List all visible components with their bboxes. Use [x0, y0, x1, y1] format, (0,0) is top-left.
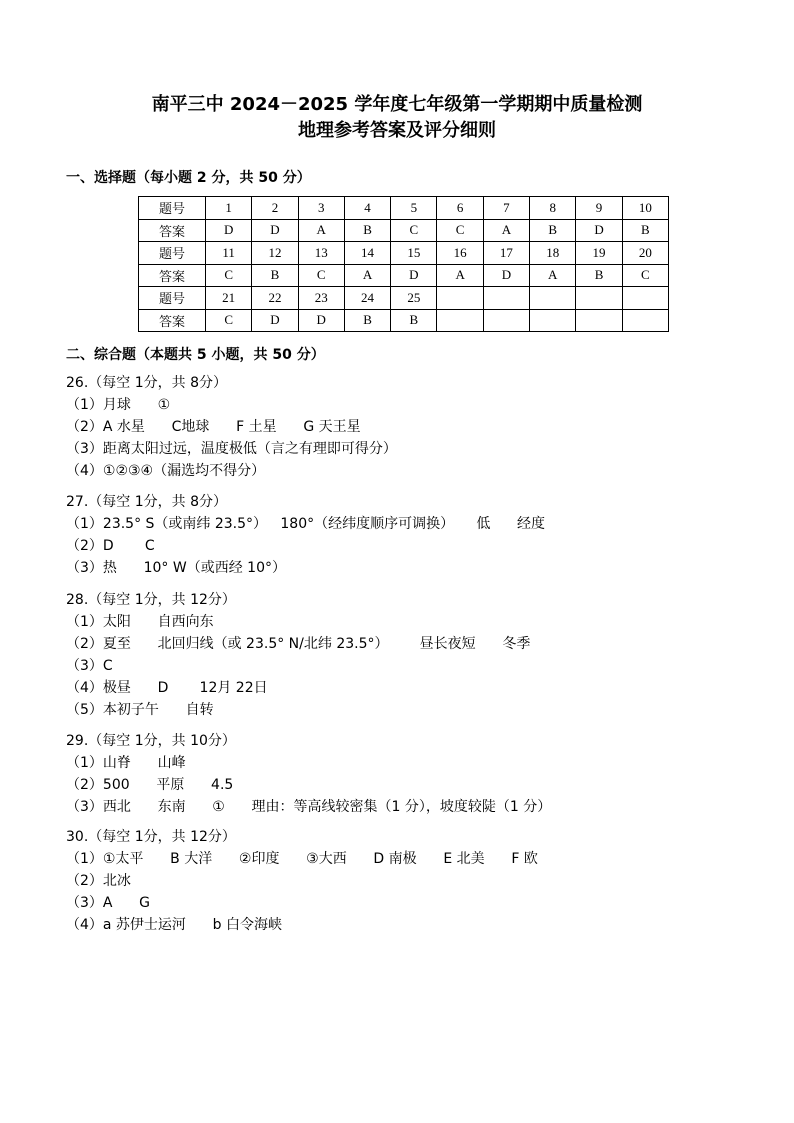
table-cell: A [530, 264, 576, 287]
section2-heading: 二、综合题（本题共 5 小题，共 50 分） [66, 347, 325, 363]
table-cell [530, 309, 576, 332]
table-cell: 4 [344, 197, 390, 220]
section1-heading: 一、选择题（每小题 2 分，共 50 分） [66, 170, 311, 186]
table-cell [576, 287, 622, 310]
q30-answer-2: （2）北冰 [66, 873, 131, 889]
document-title: 南平三中 2024－2025 学年度七年级第一学期期中质量检测 [151, 94, 643, 115]
table-cell: 13 [298, 242, 344, 265]
table-cell: 15 [391, 242, 437, 265]
q28-answer-3: （3）C [66, 658, 113, 674]
table-cell [483, 287, 529, 310]
q30-answer-3: （3）A G [66, 895, 151, 911]
table-cell: A [437, 264, 483, 287]
table-row [139, 242, 669, 265]
table-cell: 7 [483, 197, 529, 220]
table-cell: 6 [437, 197, 483, 220]
table-cell: 14 [344, 242, 390, 265]
table-cell [530, 287, 576, 310]
q29-answer-1: （1）山脊 山峰 [66, 755, 186, 771]
question-26 [66, 372, 397, 482]
table-cell: 8 [530, 197, 576, 220]
q29-answer-2: （2）500 平原 4.5 [66, 777, 234, 793]
table-row [139, 264, 669, 287]
table-cell: 3 [298, 197, 344, 220]
row-label: 答案 [139, 264, 206, 287]
table-cell: D [252, 219, 298, 242]
table-cell: 17 [483, 242, 529, 265]
question-28 [66, 589, 530, 721]
table-row [139, 219, 669, 242]
q27-answer-1: （1）23.5° S（或南纬 23.5°） 180°（经纬度顺序可调换） 低 经度 [66, 516, 546, 532]
q28-answer-5: （5）本初子午 自转 [66, 702, 214, 718]
q28-answer-4: （4）极昼 D 12月 22日 [66, 680, 268, 696]
q30-answer-1: （1）①太平 B 大洋 ②印度 ③大西 D 南极 E 北美 F 欧 [66, 851, 538, 867]
table-cell: 10 [622, 197, 668, 220]
table-cell: B [252, 264, 298, 287]
table-cell: B [344, 219, 390, 242]
table-row [139, 287, 669, 310]
q28-answer-2: （2）夏至 北回归线（或 23.5° N/北纬 23.5°） 昼长夜短 冬季 [66, 636, 531, 652]
q27-answer-2: （2）D C [66, 538, 155, 554]
table-cell: 5 [391, 197, 437, 220]
table-cell: D [483, 264, 529, 287]
q26-answer-3: （3）距离太阳过远，温度极低（言之有理即可得分） [66, 441, 397, 457]
q30-answer-4: （4）a 苏伊士运河 b 白令海峡 [66, 917, 282, 933]
q29-header: 29.（每空 1分，共 10分） [66, 733, 236, 749]
question-29 [66, 730, 551, 818]
table-cell: C [437, 219, 483, 242]
table-cell: 11 [206, 242, 252, 265]
table-cell: 2 [252, 197, 298, 220]
table-cell [437, 309, 483, 332]
row-label: 题号 [139, 242, 206, 265]
table-cell: B [530, 219, 576, 242]
q26-answer-1: （1）月球 ① [66, 397, 171, 413]
q26-answer-4: （4）①②③④（漏选均不得分） [66, 463, 266, 479]
table-cell: A [298, 219, 344, 242]
table-cell: 23 [298, 287, 344, 310]
table-cell: 21 [206, 287, 252, 310]
answer-table [138, 196, 669, 332]
question-27 [66, 491, 545, 579]
table-cell: A [344, 264, 390, 287]
table-cell: C [206, 264, 252, 287]
row-label: 答案 [139, 219, 206, 242]
table-cell: 16 [437, 242, 483, 265]
q28-header: 28.（每空 1分，共 12分） [66, 592, 236, 608]
question-30 [66, 826, 538, 936]
q27-answer-3: （3）热 10° W（或西经 10°） [66, 560, 286, 576]
table-row [139, 197, 669, 220]
table-cell: C [206, 309, 252, 332]
table-cell: C [391, 219, 437, 242]
table-cell: D [206, 219, 252, 242]
table-cell [622, 309, 668, 332]
table-cell [437, 287, 483, 310]
q27-header: 27.（每空 1分，共 8分） [66, 494, 227, 510]
table-cell: 20 [622, 242, 668, 265]
row-label: 答案 [139, 309, 206, 332]
table-cell: D [252, 309, 298, 332]
table-row [139, 309, 669, 332]
q26-answer-2: （2）A 水星 C地球 F 土星 G 天王星 [66, 419, 361, 435]
table-cell [622, 287, 668, 310]
table-cell: C [622, 264, 668, 287]
table-cell: 19 [576, 242, 622, 265]
q28-answer-1: （1）太阳 自西向东 [66, 614, 214, 630]
table-cell [483, 309, 529, 332]
table-cell: 1 [206, 197, 252, 220]
table-cell: D [576, 219, 622, 242]
row-label: 题号 [139, 287, 206, 310]
row-label: 题号 [139, 197, 206, 220]
table-cell: 9 [576, 197, 622, 220]
q26-header: 26.（每空 1分，共 8分） [66, 375, 227, 391]
table-cell: B [576, 264, 622, 287]
document-subtitle: 地理参考答案及评分细则 [298, 120, 496, 141]
table-cell: 22 [252, 287, 298, 310]
table-cell: D [298, 309, 344, 332]
table-cell: 24 [344, 287, 390, 310]
table-cell: 18 [530, 242, 576, 265]
q29-answer-3: （3）西北 东南 ① 理由：等高线较密集（1 分），坡度较陡（1 分） [66, 799, 552, 815]
table-cell: C [298, 264, 344, 287]
table-cell: 25 [391, 287, 437, 310]
q30-header: 30.（每空 1分，共 12分） [66, 829, 236, 845]
table-cell: B [622, 219, 668, 242]
table-cell: A [483, 219, 529, 242]
table-cell: D [391, 264, 437, 287]
table-cell: B [391, 309, 437, 332]
table-cell: B [344, 309, 390, 332]
table-cell [576, 309, 622, 332]
table-cell: 12 [252, 242, 298, 265]
